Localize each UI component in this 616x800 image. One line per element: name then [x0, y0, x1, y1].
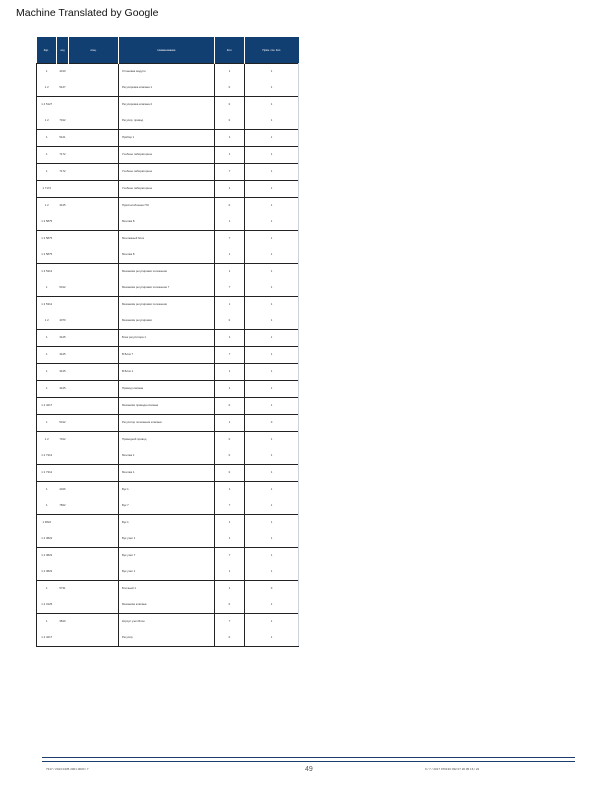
row-desc: Механизм регулировки положения [119, 264, 215, 281]
row-unit: 0 [245, 415, 299, 432]
row-qty: 1 [215, 381, 245, 398]
row-code: 7172 [57, 164, 69, 181]
row-desc: Приспособление ПО [119, 198, 215, 215]
table-row [37, 347, 299, 364]
row-qty: 1 [215, 564, 245, 581]
row-code: 5312 [59, 285, 66, 290]
row-unit: 1 [245, 432, 299, 449]
row-code [57, 231, 69, 248]
row-code: 4370 [59, 318, 66, 323]
row-spec [69, 181, 119, 198]
row-spec [69, 482, 119, 499]
row-qty: 7 [215, 280, 245, 297]
row-qty: 1 [215, 64, 245, 81]
row-unit: 1 [245, 297, 299, 314]
row-qty: К [215, 313, 245, 330]
table-row [37, 548, 299, 565]
table-row [37, 147, 299, 164]
row-no: 1 [37, 381, 57, 398]
row-spec [69, 398, 119, 415]
row-desc: Приводной привод [119, 432, 215, 449]
row-unit: 1 [245, 630, 299, 647]
row-spec [69, 564, 119, 581]
row-code: 7172 [57, 147, 69, 164]
row-code [57, 181, 69, 198]
row-code [57, 448, 69, 465]
row-qty: 1 [215, 214, 245, 231]
row-desc: Бук 7 [119, 498, 215, 515]
row-desc: В Блок 1 [119, 364, 215, 381]
row-qty: 1 [215, 247, 245, 264]
row-unit: 1 [245, 531, 299, 548]
row-spec [69, 465, 119, 482]
table-row [37, 465, 299, 482]
row-spec [69, 531, 119, 548]
row-qty: 1 [215, 364, 245, 381]
row-no: 1 [37, 581, 57, 598]
row-spec [69, 597, 119, 614]
row-qty: 1 [215, 415, 245, 432]
table-row [37, 280, 299, 297]
row-no: 1 [37, 164, 57, 181]
row-spec [69, 498, 119, 515]
row-spec [69, 432, 119, 449]
row-no: 1 2 5312 [37, 297, 57, 314]
row-code: 7012 [57, 432, 69, 449]
row-desc: Механизм клапана [119, 597, 215, 614]
row-qty: 7 [215, 231, 245, 248]
row-desc: Привод клапана [119, 381, 215, 398]
translation-banner: Machine Translated by Google [16, 7, 159, 19]
row-code: 5127 [59, 85, 66, 90]
row-desc: Регулятор положения клапана [119, 415, 215, 432]
table-row [37, 113, 299, 130]
row-desc: Учебное лабораторное [119, 147, 215, 164]
row-code: 7012 [59, 118, 66, 123]
table-row [37, 330, 299, 347]
row-desc: Регулир. [119, 630, 215, 647]
row-qty: К [215, 113, 245, 130]
row-spec [69, 130, 119, 147]
row-qty: 1 [215, 330, 245, 347]
row-unit: 1 [245, 614, 299, 631]
row-spec [69, 364, 119, 381]
row-qty: 1 [215, 264, 245, 281]
row-unit: 1 [245, 198, 299, 215]
row-unit: 1 [245, 465, 299, 482]
row-unit: 1 [245, 113, 299, 130]
row-desc: Учебное лабораторное [119, 181, 215, 198]
row-spec [69, 630, 119, 647]
row-unit: 0 [245, 581, 299, 598]
row-code [57, 214, 69, 231]
row-qty: К [215, 448, 245, 465]
row-spec [69, 80, 119, 97]
table-row [37, 313, 299, 330]
row-unit: 1 [245, 313, 299, 330]
row-qty: 1 [215, 181, 245, 198]
row-code [57, 264, 69, 281]
row-code: 7822 [59, 503, 66, 508]
row-code: 3125 [57, 330, 69, 347]
row-no: 1 [37, 482, 57, 499]
row-spec [69, 313, 119, 330]
row-qty: 1 [215, 531, 245, 548]
table-row [37, 164, 299, 181]
row-unit: 1 [245, 515, 299, 532]
row-desc: Блочный 1 [119, 581, 215, 598]
row-spec [69, 264, 119, 281]
row-unit: 1 [245, 330, 299, 347]
table-row [37, 531, 299, 548]
row-unit: 1 [245, 347, 299, 364]
table-row [37, 214, 299, 231]
row-code [57, 398, 69, 415]
row-qty: К [215, 80, 245, 97]
row-spec [69, 147, 119, 164]
row-no: 1 2 [37, 198, 57, 215]
row-unit: 1 [245, 231, 299, 248]
table-row [37, 448, 299, 465]
row-desc: Монтаж 1 [119, 448, 215, 465]
header-note [245, 37, 299, 64]
row-desc: Монтаж 1 [119, 465, 215, 482]
row-no: 1 [37, 498, 57, 515]
row-spec [69, 247, 119, 264]
row-unit: 1 [245, 247, 299, 264]
row-no: 1 2 4217 [37, 398, 57, 415]
row-code: 5312 [57, 415, 69, 432]
row-desc: Регулировка клапана 1 [119, 80, 215, 97]
row-code: 5731 [57, 581, 69, 598]
footer-right-text: 0 / 7 / 2017 070130 032 07 20 05 16 / 22 [425, 767, 480, 771]
row-no: 1 2 3822 [37, 548, 57, 565]
row-no: 1 2 5875 [37, 214, 57, 231]
row-qty: 1 [215, 581, 245, 598]
row-desc: Бук 1 [119, 482, 215, 499]
row-desc: Механизм привода клапана [119, 398, 215, 415]
row-desc: Механизм регулировки [119, 313, 215, 330]
row-no: 1 [37, 280, 57, 297]
row-qty: 1 [215, 297, 245, 314]
row-code [57, 297, 69, 314]
row-desc: Монтажный блок [119, 231, 215, 248]
table-row [37, 80, 299, 97]
row-no: 1 2 5312 [37, 264, 57, 281]
row-unit: 1 [245, 564, 299, 581]
row-spec [69, 581, 119, 598]
table-row [37, 198, 299, 215]
table-row [37, 364, 299, 381]
row-no: 1 2 5875 [37, 247, 57, 264]
row-desc: Бук 1 [119, 515, 215, 532]
row-spec [69, 113, 119, 130]
row-unit: 1 [245, 164, 299, 181]
row-desc: Механизм регулировки положения 7 [119, 280, 215, 297]
row-spec [69, 515, 119, 532]
row-qty: 7 [215, 347, 245, 364]
row-desc: Прибор 1 [119, 130, 215, 147]
row-no: 1 2 3822 [37, 564, 57, 581]
row-desc: Регулировка клапана 2 [119, 97, 215, 114]
row-unit: 1 [245, 264, 299, 281]
row-no: 1 [37, 64, 57, 81]
header-spec: спец. [69, 37, 119, 64]
row-no: 1 [37, 330, 57, 347]
row-no: 1 [37, 347, 57, 364]
row-no: 1 2 [37, 113, 57, 130]
table-row [37, 297, 299, 314]
row-spec [69, 330, 119, 347]
table-row [37, 130, 299, 147]
row-no: 1 2 3822 [37, 531, 57, 548]
row-spec [69, 548, 119, 565]
parts-table-wrapper [36, 37, 298, 647]
header-desc: Наименование [119, 37, 215, 64]
row-spec [69, 297, 119, 314]
row-qty: 7 [215, 498, 245, 515]
row-qty: К [215, 97, 245, 114]
row-no: 1 2 5875 [37, 231, 57, 248]
row-no: 1 [37, 614, 57, 631]
row-qty: К [215, 465, 245, 482]
row-unit: 1 [245, 80, 299, 97]
row-unit: 1 [245, 498, 299, 515]
table-row [37, 498, 299, 515]
row-qty: 7 [215, 164, 245, 181]
table-row [37, 97, 299, 114]
row-no: 1 2 4217 [37, 630, 57, 647]
row-no: 1 2 [37, 80, 57, 97]
row-qty: 1 [215, 482, 245, 499]
row-code: 3125 [57, 347, 69, 364]
footer-divider-bottom [42, 761, 575, 762]
header-code: код [57, 37, 69, 64]
row-spec [69, 231, 119, 248]
table-row [37, 614, 299, 631]
row-spec [69, 448, 119, 465]
table-row [37, 597, 299, 614]
row-code: 5121 [57, 130, 69, 147]
row-spec [69, 97, 119, 114]
table-row [37, 432, 299, 449]
row-desc: Установка модуля [119, 64, 215, 81]
table-row [37, 564, 299, 581]
row-desc: Монтаж 8 [119, 214, 215, 231]
header-qty: Кол. [215, 37, 245, 64]
row-no: 1 3822 [37, 515, 57, 532]
row-desc: Бук узел 1 [119, 531, 215, 548]
row-desc: Бук узел 1 [119, 564, 215, 581]
row-desc: Бук узел 7 [119, 548, 215, 565]
row-spec [69, 198, 119, 215]
footer-divider-top [42, 757, 575, 758]
row-no: 1 [37, 147, 57, 164]
row-code [57, 531, 69, 548]
row-spec [69, 381, 119, 398]
row-qty: 1 [215, 147, 245, 164]
row-no: 1 2 [37, 432, 57, 449]
row-unit: 1 [245, 398, 299, 415]
row-qty: 7 [215, 614, 245, 631]
table-row [37, 381, 299, 398]
row-spec [69, 415, 119, 432]
row-unit: 1 [245, 97, 299, 114]
row-desc: Блок регулятора 1 [119, 330, 215, 347]
row-unit: 1 [245, 130, 299, 147]
row-code: 4310 [57, 64, 69, 81]
row-code [57, 630, 69, 647]
row-code: 4326 [57, 482, 69, 499]
row-code [57, 564, 69, 581]
row-qty: 1 [215, 130, 245, 147]
row-code [57, 515, 69, 532]
table-row [37, 264, 299, 281]
row-no: 1 [37, 415, 57, 432]
row-qty: К [215, 198, 245, 215]
row-no: 1 2 3125 [37, 597, 57, 614]
table-row [37, 64, 299, 81]
footer-left-text: 7317 / 2013 0435 2001 0030 / 7 [46, 767, 89, 771]
row-no: 1 2 [37, 313, 57, 330]
table-row [37, 398, 299, 415]
row-code [57, 548, 69, 565]
row-no: 1 7172 [37, 181, 57, 198]
table-row [37, 581, 299, 598]
row-code [57, 465, 69, 482]
table-row [37, 482, 299, 499]
row-desc: Корпус узел Блок [119, 614, 215, 631]
page-number: 49 [305, 766, 313, 773]
row-unit: 1 [245, 280, 299, 297]
row-unit: 1 [245, 214, 299, 231]
row-no: 1 2 7312 [37, 465, 57, 482]
row-spec [69, 347, 119, 364]
row-unit: 1 [245, 482, 299, 499]
row-qty: 7 [215, 548, 245, 565]
row-unit: 1 [245, 147, 299, 164]
row-code: 3125 [57, 364, 69, 381]
table-row [37, 415, 299, 432]
header-note-label: Прим. поз. Кол. [262, 48, 282, 52]
row-desc: Монтаж 8 [119, 247, 215, 264]
row-desc: Учебное лабораторное [119, 164, 215, 181]
row-no: 1 4 5127 [37, 97, 57, 114]
row-unit: 1 [245, 64, 299, 81]
table-header-row [37, 37, 299, 64]
row-no: 1 [37, 130, 57, 147]
row-qty: К [215, 432, 245, 449]
row-no: 1 2 7312 [37, 448, 57, 465]
row-code: 3810 [57, 614, 69, 631]
row-unit: 1 [245, 181, 299, 198]
row-desc: В Блок 7 [119, 347, 215, 364]
table-row [37, 515, 299, 532]
row-desc: Регулир. привод [119, 113, 215, 130]
row-unit: 1 [245, 448, 299, 465]
row-qty: 1 [215, 515, 245, 532]
row-qty: К [215, 597, 245, 614]
table-row [37, 181, 299, 198]
row-spec [69, 214, 119, 231]
parts-table [36, 37, 299, 647]
row-unit: 1 [245, 597, 299, 614]
row-no: 1 [37, 364, 57, 381]
table-row [37, 630, 299, 647]
row-code [57, 97, 69, 114]
table-row [37, 247, 299, 264]
row-spec [69, 280, 119, 297]
table-body [37, 64, 299, 647]
row-unit: 1 [245, 548, 299, 565]
header-no: Кор. [37, 37, 57, 64]
row-spec [69, 164, 119, 181]
row-code: 3125 [57, 198, 69, 215]
row-code [57, 247, 69, 264]
row-spec [69, 614, 119, 631]
table-row [37, 231, 299, 248]
row-qty: К [215, 630, 245, 647]
row-unit: 1 [245, 381, 299, 398]
row-spec [69, 64, 119, 81]
row-code [57, 597, 69, 614]
row-code: 3125 [57, 381, 69, 398]
row-desc: Механизм регулировки положения [119, 297, 215, 314]
row-qty: К [215, 398, 245, 415]
row-unit: 1 [245, 364, 299, 381]
